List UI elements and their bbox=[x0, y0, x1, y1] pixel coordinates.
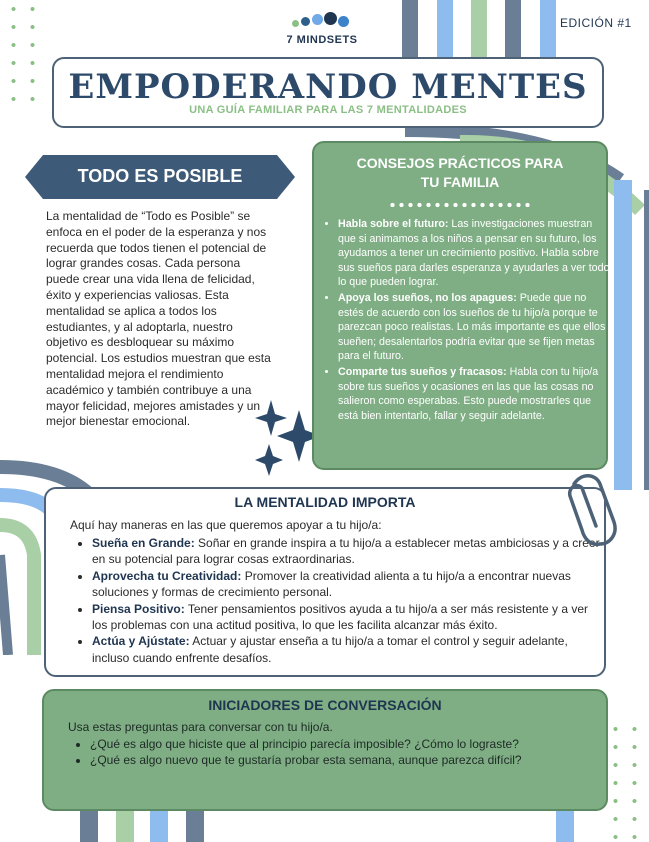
mindset-text: Tener pensamientos positivos ayuda a tu hijo/a a ser más resistente y a ver los problemas con una actitud positiva, lo que les facilita alcanzar más éxito. bbox=[92, 601, 589, 633]
tips-box bbox=[312, 141, 608, 470]
paperclip-icon bbox=[560, 470, 620, 550]
intro-paragraph: La mentalidad de “Todo es Posible” se enfoca en el poder de la esperanza y nos recuerda que todos tienen el potencial de lograr grandes cosas. Cada persona puede crear una vida llena de felicidad, éxito y experiencias valiosas. Esta mentalidad se aplica a todos los estudiantes, y al adoptarla, nuestro objetivo es desbloquear su máximo potencial. Los estudios muestran que esta mentalidad mejora el rendimiento académico y también contribuye a una mayor felicidad, mejores amistades y un mejor bienestar emocional. bbox=[46, 209, 271, 429]
list-item bbox=[92, 601, 602, 634]
list-item bbox=[92, 633, 602, 666]
tips-title bbox=[314, 154, 606, 192]
decorative-stripe bbox=[437, 0, 453, 57]
list-item bbox=[338, 365, 610, 423]
tip-text: Habla con tu hijo/a sobre tus sueños y ocasiones en las que las cosas no salieron como esperabas. Esto puede mostrarles que está bien intentarlo, fallar y seguir adelante. bbox=[338, 365, 599, 422]
mindset-lead: Actúa y Ajústate: bbox=[92, 634, 190, 649]
tip-lead: Apoya los sueños, no los apagues: bbox=[338, 291, 517, 304]
dotted-divider bbox=[388, 202, 532, 208]
list-item bbox=[338, 291, 610, 364]
list-item: • ¿Qué es algo que hiciste que al principio parecía imposible? ¿Cómo lo lograste? bbox=[90, 736, 610, 752]
conversation-list bbox=[74, 736, 610, 768]
mindset-text: Actuar y ajustar enseña a tu hijo/a a tomar el control y seguir adelante, incluso cuando enfrente desafíos. bbox=[92, 634, 568, 665]
logo-dot bbox=[338, 16, 349, 27]
title-box bbox=[52, 57, 604, 128]
list-item bbox=[92, 568, 602, 601]
decorative-stripe bbox=[556, 806, 574, 842]
decorative-stripe bbox=[505, 0, 521, 57]
conversation-intro: Usa estas preguntas para conversar con tu hijo/a. bbox=[68, 720, 333, 734]
decorative-stripe bbox=[540, 0, 556, 57]
conversation-title: INICIADORES DE CONVERSACIÓN bbox=[208, 697, 442, 713]
tip-text: Puede que no estés de acuerdo con los sueños de tu hijo/a porque te parezcan poco realistas. Lo más importante es que ellos sueñen; desalentarlos podría evitar que se fijen metas para el futuro. bbox=[338, 291, 606, 363]
mindset-lead: Sueña en Grande: bbox=[92, 536, 195, 550]
section-banner bbox=[25, 155, 295, 199]
decorative-stripe bbox=[116, 806, 134, 842]
list-item bbox=[338, 217, 610, 290]
tips-title-line: TU FAMILIA bbox=[420, 174, 500, 190]
logo-dot bbox=[324, 12, 337, 25]
list-item: • ¿Qué es algo nuevo que te gustaría probar esta semana, aunque parezca difícil? bbox=[90, 752, 610, 768]
logo-text: 7 MINDSETS bbox=[286, 34, 358, 46]
banner-title: TODO ES POSIBLE bbox=[77, 166, 243, 186]
logo-dot bbox=[292, 20, 299, 27]
decorative-stripe bbox=[186, 806, 204, 842]
decorative-stripe bbox=[471, 0, 487, 57]
mindset-box bbox=[44, 487, 606, 677]
decorative-dot-grid bbox=[606, 720, 646, 840]
tip-lead: Habla sobre el futuro: bbox=[338, 218, 449, 230]
mindset-lead: Piensa Positivo: bbox=[92, 601, 185, 616]
decorative-stripe bbox=[402, 0, 418, 57]
conversation-box bbox=[42, 689, 608, 811]
tips-list bbox=[324, 217, 610, 424]
list-item bbox=[92, 535, 602, 568]
mindset-lead: Aprovecha tu Creatividad: bbox=[92, 568, 242, 583]
edition-label: EDICIÓN #1 bbox=[560, 16, 632, 30]
page-title: EMPODERANDO MENTES bbox=[68, 67, 588, 107]
tips-title-line: CONSEJOS PRÁCTICOS PARA bbox=[356, 155, 564, 171]
mindset-text: Soñar en grande inspira a tu hijo/a a establecer metas ambiciosas y a creer en su potencial para lograr cosas extraordinarias. bbox=[92, 536, 600, 567]
logo-dot bbox=[312, 14, 323, 25]
logo bbox=[272, 10, 372, 50]
decorative-stripe bbox=[80, 806, 98, 842]
mindset-title: LA MENTALIDAD IMPORTA bbox=[234, 494, 416, 510]
decorative-dot-grid bbox=[4, 0, 44, 110]
tip-lead: Comparte tus sueños y fracasos: bbox=[338, 365, 507, 378]
mindset-list bbox=[76, 535, 602, 666]
mindset-intro: Aquí hay maneras en las que queremos apoyar a tu hijo/a: bbox=[70, 518, 382, 532]
logo-dot bbox=[301, 17, 310, 26]
tip-text: Las investigaciones muestran que si animamos a los niños a pensar en su futuro, los ayudamos a tener un crecimiento positivo. Habla sobre sus sueños para darles esperanza y ayudarles a ver todo lo que pueden lograr. bbox=[338, 218, 610, 289]
page-subtitle: UNA GUÍA FAMILIAR PARA LAS 7 MENTALIDADES bbox=[189, 104, 467, 116]
mindset-text: Promover la creatividad alienta a tu hijo/a a encontrar nuevas soluciones y formas de crecimiento personal. bbox=[92, 568, 571, 600]
decorative-stripe bbox=[150, 806, 168, 842]
